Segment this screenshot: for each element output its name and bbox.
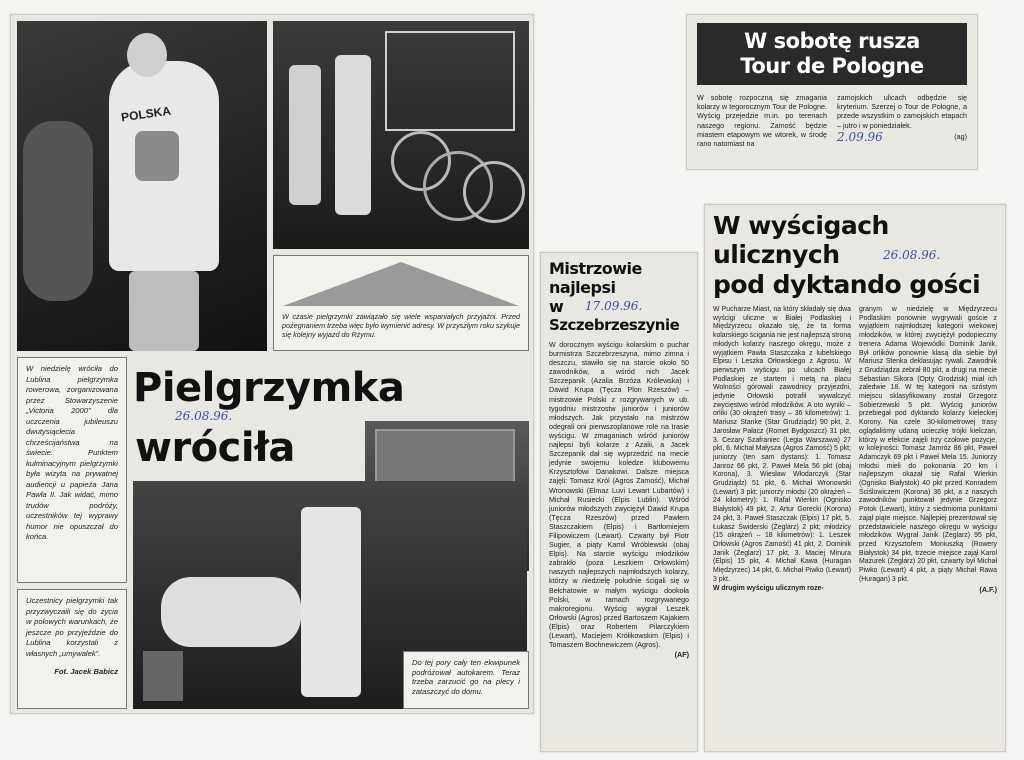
trailer-frame [385,31,515,131]
figure-head [127,33,167,77]
right-col-2: granym w niedzielę w Międzyrzecu Podlaskim ponownie wygrywali goście z wyjątkiem najmłodszej kategorii wiekowej młodzików, w której zwyciężył podopieczny trenera Adama Wojewódki Dominik Janik. Był orlików ponownie klasą dla siebie był Mariusz Stenka deklasując rywali. Zawodnik z Grudziądza zebrał 80 pkt, a drugi na mecie Sebastian Sikora (Opty Grodzisk) miał ich zaledwie 18. W tej kategorii na szóstym miejscu sklasyfikowany został Grzegorz Sobierzewski 5 pkt. Wyścig juniorów przebiegał pod dyktando kolarzy kieleckiej Korony. Na czele 30-kilometrowej trasy oglądaliśmy udaną ucieczkę trójki kielczan, którzy w efekcie zajęli trzy czołowe pozycje, w kolejności: Tomasz Jamróz 86 pkt, Paweł Adamczyk 69 pkt i Paweł Mela 15. Juniorzy młodsi mieli do pokonania 20 km i najlepszym okazał się Rafał Wierkin (Ognisko Białystok) 40 pkt przed Konradem Ściślowiczem (Korona) 36 pkt, a z naszych zawodników punktował jedynie Grzegorz Potok (Lewart), który z siedmioma punktami zajął piąte miejsce. Najlepiej prezentował się przedstawiciele naszego okręgu w wyścigu młodzików. Wygrał Janik (Żeglarz) 95 pkt, przed Krzysztofem Moniuszką (Rowery Białystok) 34 pkt, trzecie miejsce zajął Karol Mazurek (Żeglarz) 20 pkt, czwarty był Michał Piwko (Lewart) 4 pkt, a piąty Michał Rawa (Huragan) 3 pkt. [859,306,997,583]
middle-title-4: Szczebrzeszynie [549,316,680,334]
bike-wheel-3 [463,161,525,223]
headline-line2: wróciła [135,425,295,471]
caption-top-text: W czasie pielgrzymki zawiązało się wiele wspaniałych przyjaźni. Przed pożegnaniem trzeba więc było wymienić adresy. W przyszłym roku szykuje się kolejny wyjazd do Rzymu. [282,312,520,339]
caption-bottom-left-text: Uczestnicy pielgrzymki tak przyzwyczaili się do życia w polowych warunkach, że jeszcze po przyjeździe do Lublina korzystali z własnych „umywalek”. [26,596,118,658]
date-note-left: 26.08.96. [175,409,233,423]
middle-title-3: w [549,297,564,316]
figure-woman-bending [161,577,301,647]
date-note-tour: 2.09.96 [837,129,883,144]
figure-boy-1 [289,65,321,205]
tour-title-box [697,23,967,85]
middle-title-2: najlepsi [549,278,616,297]
caption-triangle [283,262,519,306]
right-col-1-end: W drugim wyścigu ulicznym roze- [713,584,824,592]
shirt-text: POLSKA [120,103,172,125]
figure-man-standing [301,507,361,697]
figure-boy-2 [335,55,371,215]
middle-title-1: Mistrzowie [549,259,642,278]
shirt-eagle [135,131,179,181]
date-note-middle: 17.09.96. [585,299,643,313]
right-title-3: pod dyktando gości [713,270,981,299]
photo-credit: Fot. Jacek Babicz [54,667,118,676]
figure-bag [23,121,93,301]
tour-signature: (ag) [954,132,967,142]
photo-man-polska-shirt [17,21,267,351]
tour-clipping [686,14,978,170]
right-col-1: W Pucharze Miast, na który składały się dwa wyścigi uliczne w Białej Podlaskiej i Międzyrzecu okazało się, że ta forma kolarskiego ścigania nie jest najlepszą stroną młodych kolarzy naszego okręgu, może z wyjątkiem Pawła Staszczaka z lubelskiego Elpisu i Leszka Orłowskiego z Agrosu. W pierwszym wyścigu po ulicach Białej Podlaskiej ze startem i metą na placu Wolności górowali zawodnicy przyjezdni, jedynie Orłowski potrafił wywalczyć zwycięstwo wśród młodzików. A oto wyniki – orliki (30 okrążeń trasy – 36 kilometrów): 1. Mariusz Stanke (Star Grudziądz) 90 pkt, 2. Jarosław Pałacz (Romet Bydgoszcz) 31 pkt, 3. Cezary Szafraniec (Legia Warszawa) 27 pkt, 6. Michał Małysza (Agros Zamość) 5 pkt; juniorzy (ten sam dystans): 1. Tomasz Janroz 66 pkt, 2. Paweł Mela 56 pkt (obaj Korona), 3. Wiesław Włodarczyk (Star Grudziądz) 51 pkt, 6. Michał Wronowski (Lewart) 3 pkt; juniorzy młodsi (20 okrążeń – 24 kilometry): 1. Rafał Wierkin (Ognisko Białystok) 49 pkt, 2. Artur Gorecki (Korona) 24 pkt, 3. Paweł Staszczak (Elpis) 17 pkt, 5. Łukasz Świderski (Żeglarz) 2 pkt; młodzicy (15 okrążeń – 18 kilometrów): 1. Leszek Orłowski (Agros Zamość) 41 pkt, 2. Dominik Janik (Żeglarz) 17 pkt, 3. Maciej Minura (Elpis) 15 pkt, 4. Michał Kawa (Huragan Międzyrzec) 14 pkt, 6. Michał Piwko (Lewart) 3 pkt. [713,306,851,583]
lead-text: W niedzielę wróciła do Lublina pielgrzymka rowerowa, zorganizowana przez Stowarzyszenie „Victoria 2000” dla uczczenia jubileuszu dwutysiąclecia chrześcijaństwa na świecie. Punktem kulminacyjnym pielgrzymki była wizyta na prywatnej audiencji u papieża Jana Pawła II. Jak widać, mimo trudów podróży, uczestników tej wyprawy humor nie opuszczał do końca. [26,364,118,541]
date-note-right: 26.08.96. [883,248,941,262]
caption-bottom-right-text: Do tej pory cały ten ekwipunek podróżował autokarem. Teraz trzeba zarzucić go na plecy i zataszczyć do domu. [412,658,520,696]
tour-title-1: W sobotę rusza [744,29,920,53]
lead-box [17,357,127,583]
headline-line1: Pielgrzymka [133,365,405,411]
bottles [143,651,183,701]
tour-body-left: W sobotę rozpoczną się zmagania kolarzy w tegorocznym Tour de Pologne. Wyścig przejedzie m.in. po terenach naszego regionu. Zamość będzie miastem etapowym we wtorek, w środę rano natomiast na [697,93,827,149]
caption-bottom-right [403,651,529,709]
right-title-2: ulicznych [713,240,840,269]
caption-bottom-left [17,589,127,709]
right-title-1: W wyścigach [713,211,889,240]
photo-bicycles-trailer [273,21,529,249]
middle-signature: (AF) [674,650,689,660]
figure-legs [129,271,199,351]
street-races-clipping [704,204,1006,752]
right-signature: (A.F.) [979,584,997,594]
caption-top [273,255,529,351]
tour-title-2: Tour de Pologne [740,54,924,78]
champions-clipping [540,252,698,752]
pilgrimage-clipping [10,14,534,714]
tour-body-right: zamojskich ulicach odbędzie się kryterium. Szerzej o Tour de Pologne, a przede wszystkim o zamojskich etapach – jutro i w poniedziałek. [837,93,967,130]
middle-body: W dorocznym wyścigu kolarskim o puchar burmistrza Szczebrzeszyna, mimo zimna i deszczu, stawiło się na starcie około 50 zawodników, a wśród nich Jacek Szczepanik (Azalia Brzóza Królewska) i Dawid Krupa (Tęcza Plon Rzeszów) – mistrzowie Polski z rozgrywanych w ub. tygodniu mistrzostw juniorów i juniorów młodszych. Jak przystało na mistrzów odegrali oni pierwszoplanowe role na trasie wyścigu. W zmaganiach wśród juniorów najlepsi byli kolarze z Azalii, a Jacek Szczepanik dał się wyprzedzić na mecie jedynie swojemu koledze klubowemu Krzysztofowi Danakowi. Dalsze miejsca zajęli: Tomasz Król (Agros Zamość), Michał Wronowski (Elmaz Luvi Lewart Lubartów) i Michał Rusiecki (Elpis Lublin). Wśród juniorów młodszych zwyciężył Dawid Krupa (Tęcza Rzeszów) przed Pawłem Staszczakiem (Elpis) i Bartłomiejem Filipowiczem (Lewart). Czwarty był Piotr Sugier, a piąty Kamil Wróblewski (obaj Elpis). Na starcie wyścigu młodzików zabrakło (poza Leszkiem Orłowskim) naszych najlepszych najmłodszych kolarzy, którzy w niedzielę południe ścigali się w Bełchatowie w małym wyścigu dookoła Polski, w ramach rozgrywanego makroregionu. Wyścig wygrał Leszek Orłowski (Agros) przed Bartoszem Kajakiem (Elpis) oraz Robertem Pilarczykiem (Lewart), Maciejem Krółikowskim (Elpis) i Tomaszem Bochnewiczem (Agros). [549,341,689,650]
